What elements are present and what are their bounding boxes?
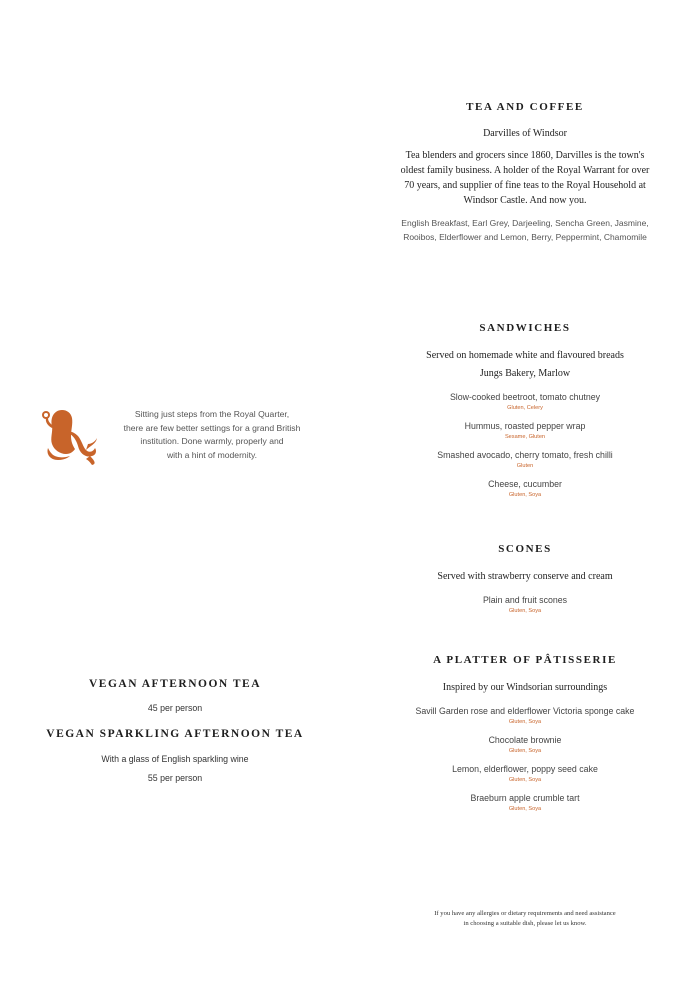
tea-list-line: Rooibos, Elderflower and Lemon, Berry, Peppermint, Chamomile (403, 232, 647, 242)
menu-item-name: Lemon, elderflower, poppy seed cake (452, 764, 598, 774)
intro-text (112, 408, 312, 462)
vegan-sparkling-price: 55 per person (147, 773, 203, 783)
intro-line: Sitting just steps from the Royal Quarter, (134, 409, 290, 419)
sandwiches-section (385, 322, 665, 498)
vegan-sparkling-heading: VEGAN SPARKLING AFTERNOON TEA (46, 728, 304, 740)
scones-subtitle: Served with strawberry conserve and cream (437, 571, 613, 582)
menu-item-name: Smashed avocado, cherry tomato, fresh chilli (437, 450, 613, 460)
sandwiches-heading: SANDWICHES (479, 322, 571, 334)
tea-description-line: Tea blenders and grocers since 1860, Darvilles is the town's (405, 150, 645, 161)
menu-item-allergens: Gluten, Soya (508, 777, 542, 783)
menu-item (385, 479, 665, 498)
menu-item-allergens: Gluten, Celery (507, 405, 543, 411)
vegan-section (40, 678, 310, 783)
menu-item-allergens: Gluten, Soya (508, 806, 542, 812)
menu-item (385, 450, 665, 469)
menu-item (385, 793, 665, 812)
menu-item (385, 392, 665, 411)
tea-coffee-section (385, 101, 665, 244)
tea-list (385, 216, 665, 244)
vegan-sparkling-description: With a glass of English sparkling wine (101, 754, 249, 764)
patisserie-heading: A PLATTER OF PÂTISSERIE (433, 654, 617, 666)
menu-item-allergens: Gluten (516, 463, 534, 469)
vegan-tea-heading: VEGAN AFTERNOON TEA (88, 678, 262, 690)
sandwiches-subtitle: Served on homemade white and flavoured breads (426, 350, 624, 361)
patisserie-subtitle: Inspired by our Windsorian surroundings (442, 682, 608, 693)
menu-item-allergens: Gluten, Soya (508, 608, 542, 614)
tea-supplier: Darvilles of Windsor (483, 128, 567, 139)
tea-description-line: oldest family business. A holder of the Royal Warrant for over (400, 165, 650, 176)
menu-item-name: Chocolate brownie (488, 735, 562, 745)
tea-list-line: English Breakfast, Earl Grey, Darjeeling, Sencha Green, Jasmine, (401, 218, 649, 228)
intro-line: there are few better settings for a grand British (123, 422, 301, 433)
menu-item (385, 595, 665, 614)
tea-description-line: 70 years, and supplier of fine teas to the Royal Household at (404, 180, 646, 191)
menu-item (385, 706, 665, 725)
menu-item-name: Cheese, cucumber (488, 479, 562, 489)
menu-item (385, 421, 665, 440)
menu-item-name: Braeburn apple crumble tart (470, 793, 580, 803)
menu-item-allergens: Gluten, Soya (508, 748, 542, 754)
menu-item-allergens: Sesame, Gluten (504, 434, 546, 440)
allergy-note-line: in choosing a suitable dish, please let us know. (463, 919, 587, 927)
tea-coffee-heading: TEA AND COFFEE (466, 101, 584, 113)
scones-section (385, 543, 665, 614)
menu-item (385, 735, 665, 754)
tea-description (385, 148, 665, 208)
patisserie-section (385, 654, 665, 812)
menu-item-allergens: Gluten, Soya (508, 719, 542, 725)
mermaid-icon (40, 406, 98, 466)
menu-item-name: Hummus, roasted pepper wrap (464, 421, 586, 431)
vegan-tea-price: 45 per person (147, 703, 203, 713)
menu-item-name: Plain and fruit scones (482, 595, 568, 605)
tea-description-line: Windsor Castle. And now you. (463, 195, 587, 206)
scones-heading: SCONES (498, 543, 552, 555)
menu-item-name: Slow-cooked beetroot, tomato chutney (449, 392, 601, 402)
intro-line: with a hint of modernity. (166, 449, 258, 460)
menu-item-name: Savill Garden rose and elderflower Victoria sponge cake (415, 706, 635, 716)
sandwiches-supplier: Jungs Bakery, Marlow (479, 368, 571, 379)
menu-item-allergens: Gluten, Soya (508, 492, 542, 498)
allergy-note (400, 909, 650, 928)
intro-line: institution. Done warmly, properly and (140, 436, 284, 446)
menu-item (385, 764, 665, 783)
allergy-note-line: If you have any allergies or dietary requirements and need assistance (434, 910, 616, 917)
